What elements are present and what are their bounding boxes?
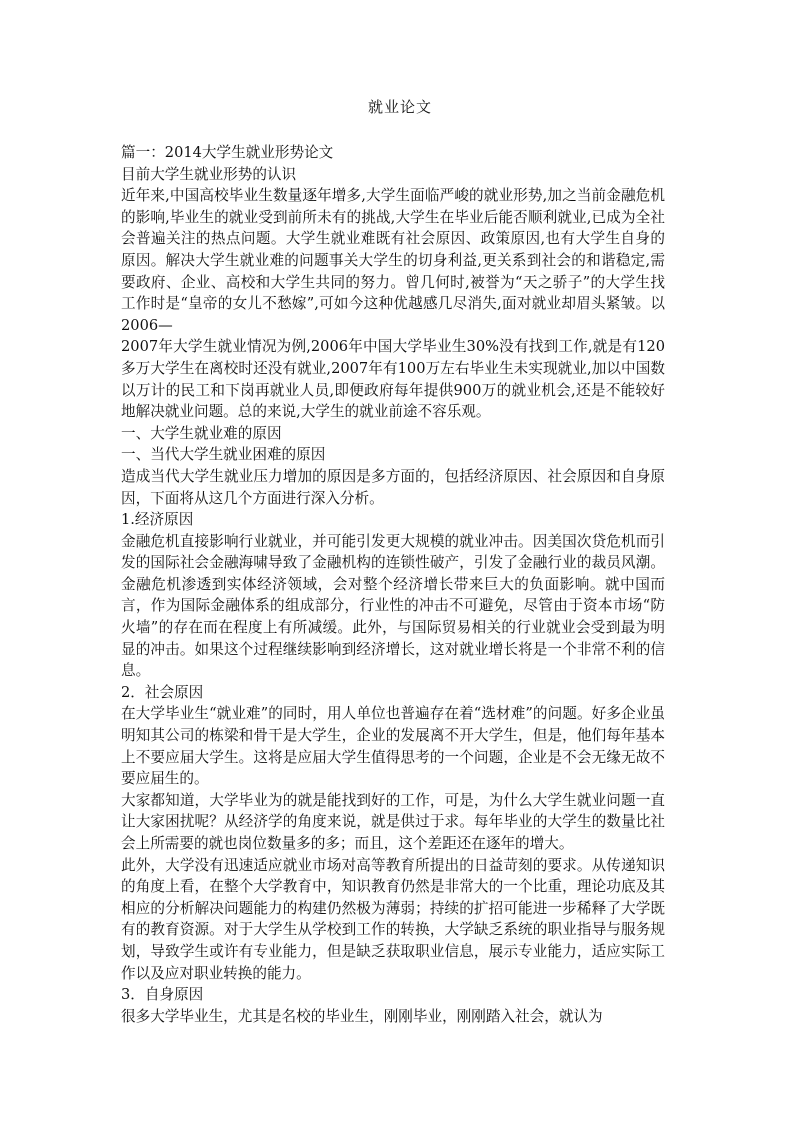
document-body [121, 142, 665, 1027]
paragraph: 很多大学毕业生，尤其是名校的毕业生，刚刚毕业，刚刚踏入社会，就认为 [121, 1007, 603, 1025]
paragraph: 此外，大学没有迅速适应就业市场对高等教育所提出的日益苛刻的要求。从传递知识的角度上看，在整个大学教育中，知识教育仍然是非常大的一个比重，理论功底及其相应的分析解决问题能力的构建仍然极为薄弱；持续的扩招可能进一步稀释了大学既有的教育资源。对于大学生从学校到工作的转换，大学缺乏系统的职业指导与服务规划，导致学生或许有专业能力，但是缺乏获取职业信息，展示专业能力，适应实际工作以及应对职业转换的能力。 [121, 856, 665, 982]
paragraph: 在大学毕业生“就业难”的同时，用人单位也普遍存在着“选材难”的问题。好多企业虽明知其公司的栋梁和骨干是大学生，企业的发展离不开大学生，但是，他们每年基本上不要应届大学生。这将是应届大学生值得思考的一个问题，企业是不会无缘无故不要应届生的。 [121, 705, 665, 788]
paragraph: 近年来,中国高校毕业生数量逐年增多,大学生面临严峻的就业形势,加之当前金融危机的影响,毕业生的就业受到前所未有的挑战,大学生在毕业后能否顺利就业,已成为全社会普遍关注的热点问题。大学生就业难既有社会原因、政策原因,也有大学生自身的原因。解决大学生就业难的问题事关大学生的切身利益,更关系到社会的和谐稳定,需要政府、企业、高校和大学生共同的努力。曾几何时,被誉为“天之骄子”的大学生找工作时是“皇帝的女儿不愁嫁”,可如今这种优越感几尽消失,面对就业却眉头紧皱。以2006— [121, 187, 665, 334]
subheading: 1.经济原因 [121, 511, 194, 529]
subheading: 目前大学生就业形势的认识 [121, 165, 297, 183]
paragraph: 金融危机直接影响行业就业，并可能引发更大规模的就业冲击。因美国次贷危机而引发的国际社会金融海啸导致了金融机构的连锁性破产，引发了金融行业的裁员风潮。金融危机渗透到实体经济领域，会对整个经济增长带来巨大的负面影响。就中国而言，作为国际金融体系的组成部分，行业性的冲击不可避免，尽管由于资本市场“防火墙”的存在而在程度上有所减缓。此外，与国际贸易相关的行业就业会受到最为明显的冲击。如果这个过程继续影响到经济增长，这对就业增长将是一个非常不利的信息。 [121, 532, 665, 680]
paragraph: 大家都知道，大学毕业为的就是能找到好的工作，可是，为什么大学生就业问题一直让大家困扰呢？从经济学的角度来说，就是供过于求。每年毕业的大学生的数量比社会上所需要的就也岗位数量多的多；而且，这个差距还在逐年的增大。 [121, 791, 665, 852]
section-heading: 篇一：2014大学生就业形势论文 [121, 144, 334, 161]
subheading: 一、当代大学生就业困难的原因 [121, 446, 326, 464]
subheading: 一、大学生就业难的原因 [121, 424, 282, 442]
subheading: 2．社会原因 [121, 683, 204, 701]
paragraph: 2007年大学生就业情况为例,2006年中国大学毕业生30%没有找到工作,就是有120多万大学生在离校时还没有就业,2007年有100万左右毕业生未实现就业,加以中国数以万计的民工和下岗再就业人员,即便政府每年提供900万的就业机会,还是不能较好地解决就业问题。总的来说,大学生的就业前途不容乐观。 [121, 338, 665, 421]
document-title: 就业论文 [367, 98, 432, 116]
subheading: 3．自身原因 [121, 986, 204, 1004]
paragraph: 造成当代大学生就业压力增加的原因是多方面的，包括经济原因、社会原因和自身原因，下面将从这几个方面进行深入分析。 [121, 467, 665, 507]
